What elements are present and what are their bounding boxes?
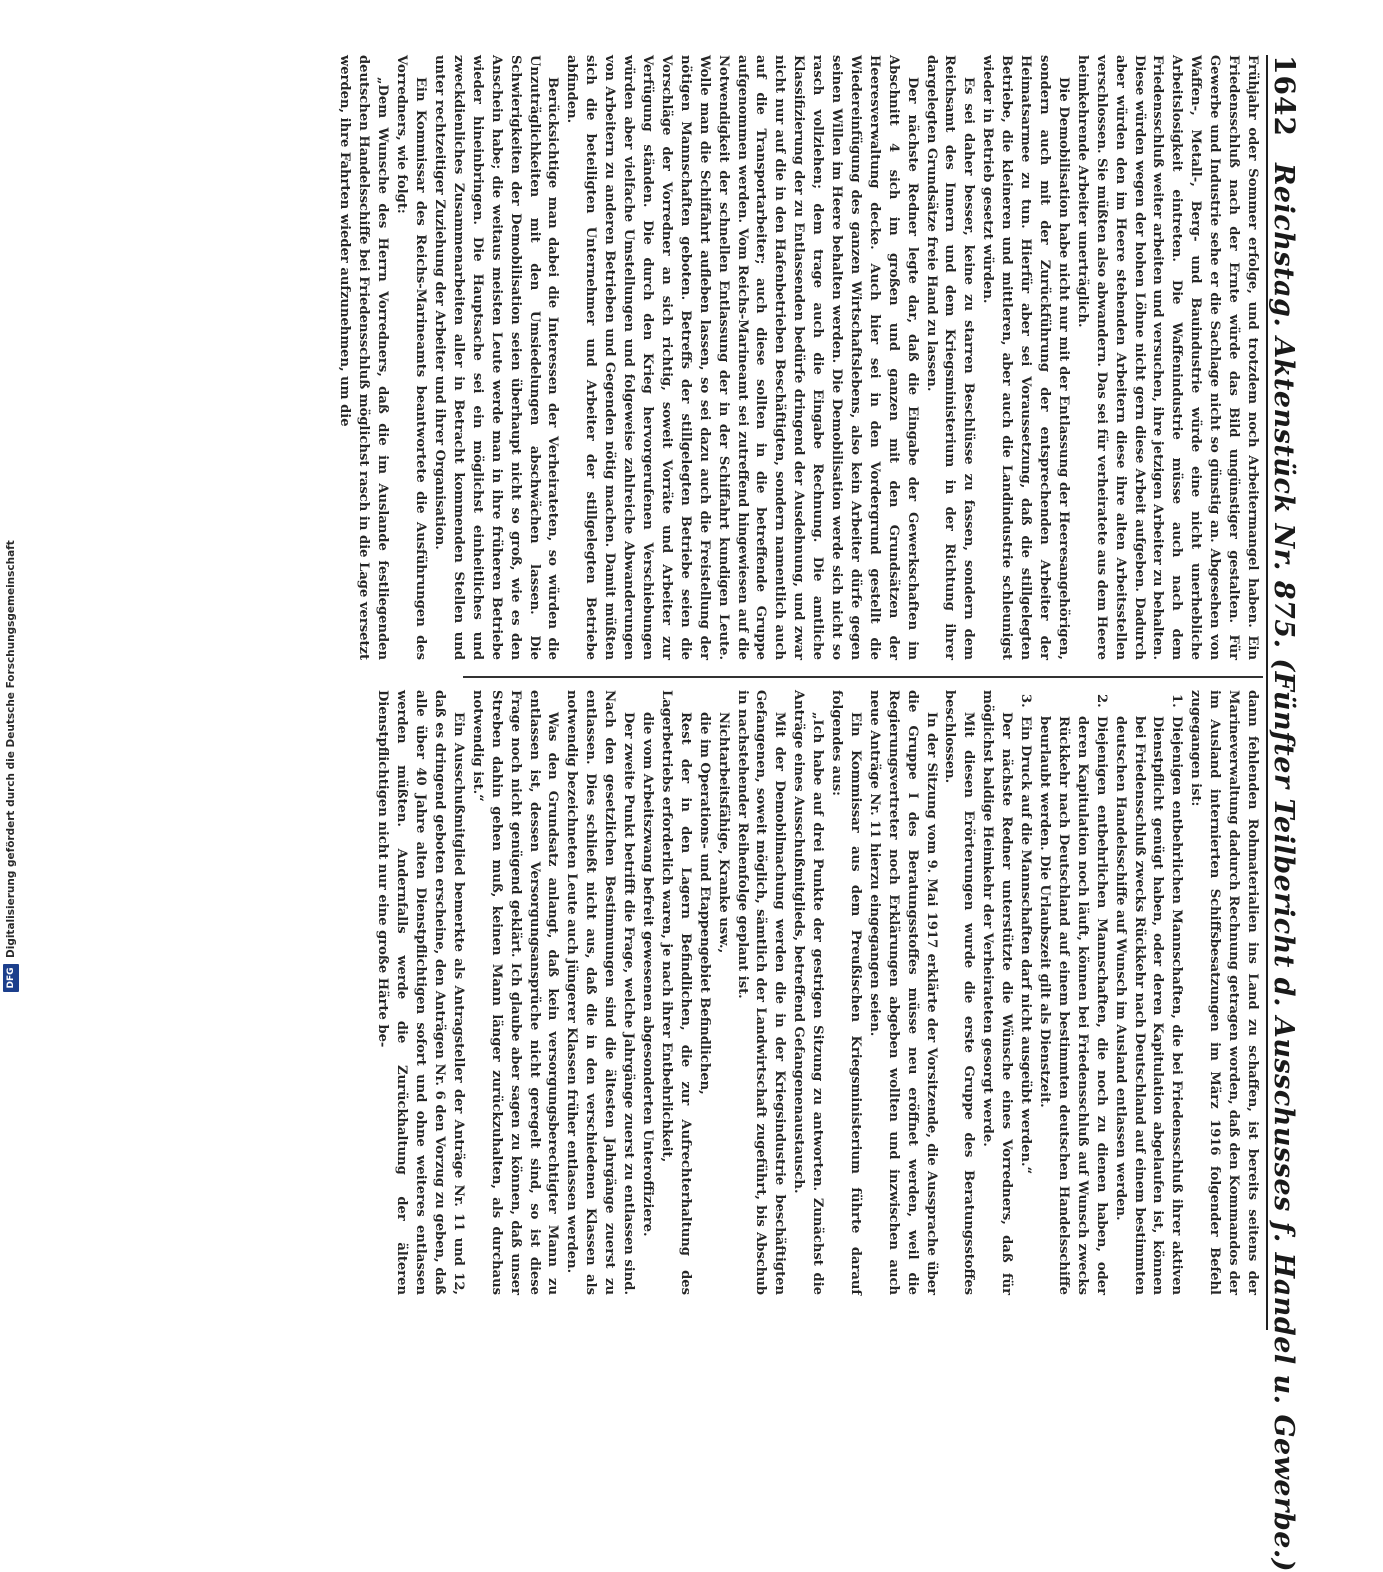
paragraph: Was den Grundsatz anlangt, daß kein versorgungsberechtigter Mann zu entlassen ist, dessen Versorgungsansprüche nicht geregelt sind, so ist diese Frage noch nicht genügend geklärt. Ich glaube aber sagen zu können, daß unser Streben dahin gehen muß, keinen Mann länger zurückzuhalten, als durchaus notwendig ist.“ <box>469 690 561 1295</box>
list-item-text: Ein Druck auf die Mannschaften darf nicht ausgeübt werden.“ <box>1018 716 1034 1175</box>
right-column <box>375 690 1261 1295</box>
paragraph: Der nächste Redner legte dar, daß die Eingabe der Gewerkschaften im Abschnitt 4 sich im großen und ganzen mit den Grundsätzen der Heeresverwaltung decke. Auch hier sei in den Vordergrund gestellt die Wiedereinfügung des ganzen Wirtschaftslebens, also kein Arbeiter dürfe gegen seinen Willen im Heere behalten werden. Die Demobilisation werde sich nicht so rasch vollziehen; dem trage auch die Eingabe Rechnung. Die amtliche Klassifizierung der zu Entlassenden bedürfe dringend der Ausdehnung, und zwar nicht nur auf die in den Hafenbetrieben Beschäftigten, sondern namentlich auch auf die Transportarbeiter; auch diese sollten in die betreffende Gruppe aufgenommen werden. Vom Reichs-Marineamt sei zutreffend hingewiesen auf die Notwendigkeit der schnellen Entlassung der in der Schiffahrt kundigen Leute. Wolle man die Schiffahrt aufleben lassen, so sei dazu auch die Freistellung der nötigen Mannschaften geboten. Betreffs der stillgelegten Betriebe seien die Vorschläge der Vorredner an sich richtig, soweit Vorräte und Arbeiter zur Verfügung ständen. Die durch den Krieg hervorgerufenen Verschiebungen würden aber vielfache Umstellungen und folgeweise zahlreiche Abwanderungen von Arbeitern zu anderen Betrieben und Gegenden nötig machen. Damit müßten sich die beteiligten Unternehmer und Arbeiter der stillgelegten Betriebe abfinden. <box>564 55 920 660</box>
paragraph: Es sei daher besser, keine zu starren Beschlüsse zu fassen, sondern dem Reichsamt des Innern und dem Kriegsministerium in der Richtung ihrer dargelegten Grundsätze freie Hand zu lassen. <box>923 55 977 660</box>
credit-line <box>1 0 21 1000</box>
page-number: 1642 <box>1268 55 1301 137</box>
paragraph: „Dem Wunsche des Herrn Vorredners, daß die im Auslande festliegenden deutschen Handelsschiffe bei Friedensschluß möglichst rasch in die Lage versetzt werden, ihre Fahrten wieder aufzunehmen, um die <box>337 55 391 660</box>
list-entry: Rest der in den Lagern Befindlichen, die zur Aufrechterhaltung des Lagerbetriebs erforderlich waren, je nach ihrer Entbehrlichkeit, <box>658 690 693 1295</box>
paragraph: dann fehlenden Rohmaterialien ins Land zu schaffen, ist bereits seitens der Marineverwaltung dadurch Rechnung getragen worden, daß den Kommandos der im Ausland internierten Schiffsbesatzungen im März 1916 folgender Befehl zugegangen ist: <box>1188 690 1260 1295</box>
paragraph: Der nächste Redner unterstützte die Wünsche eines Vorredners, daß für möglichst baldige Heimkehr der Verheirateten gesorgt werde. <box>980 690 1015 1295</box>
paragraph: Ein Ausschußmitglied bemerkte als Antragsteller der Anträge Nr. 11 und 12, daß es dringend geboten erscheine, den Anträgen Nr. 6 den Vorzug zu geben, daß alle über 40 Jahre alten Dienstpflichtigen sofort und ohne weiteres entlassen werden müßten. Andernfalls werde die Zurückhaltung der älteren Dienstpflichtigen nicht nur eine große Härte be- <box>375 690 466 1295</box>
paragraph: Die Demobilisation habe nicht nur mit der Entlassung der Heeresangehörigen, sondern auch mit der Zurückführung der entsprechenden Arbeiter der Heimatsarmee zu tun. Hierfür aber sei Voraussetzung, daß die stillgelegten Betriebe, die kleineren und mittleren, aber auch die Landindustrie schleunigst wieder in Betrieb gesetzt würden. <box>980 55 1071 660</box>
list-item-text: Diejenigen entbehrlichen Mannschaften, die bei Friedensschluß ihrer aktiven Dienstpflicht genügt haben, oder deren Kapitulation abgelaufen ist, können bei Friedensschluß zwecks Rückkehr nach Deutschland auf einem bestimmten deutschen Handelsschiffe auf Wunsch im Ausland entlassen werden. <box>1112 716 1185 1295</box>
paragraph: In der Sitzung vom 9. Mai 1917 erklärte der Vorsitzende, die Aussprache über die Gruppe I des Beratungsstoffes müsse neu eröffnet werden, weil die Regierungsvertreter noch Erklärungen abgeben wollten und inzwischen auch neue Anträge Nr. 11 hierzu eingegangen seien. <box>866 690 939 1295</box>
paragraph: Berücksichtige man dabei die Interessen der Verheirateten, so würden die Unzuträglichkeiten mit den Umsiedelungen abschwächen lassen. Die Schwierigkeiten der Demobilisation seien überhaupt nicht so groß, wie es den Anschein habe; die weitaus meisten Leute werde man in ihre früheren Betriebe wieder hineinbringen. Die Hauptsache sei ein möglichst einheitliches und zweckdienliches Zusammenarbeiten aller in Betracht kommenden Stellen und unter rechtzeitiger Zuziehung der Arbeiter und ihrer Organisation. <box>432 55 561 660</box>
list-entry: die im Operations- und Etappengebiet Befindlichen, <box>696 712 712 1095</box>
list-item <box>1110 690 1186 1295</box>
paragraph: Mit der Demobilmachung werden die in der Kriegsindustrie beschäftigten Gefangenen, soweit möglich, sämtlich der Landwirtschaft zugeführt, bis Abschub in nachstehender Reihenfolge geplant ist. <box>734 690 788 1295</box>
credit-strip <box>1 0 21 1000</box>
dfg-logo-icon: DFG <box>3 964 19 992</box>
list-item <box>1015 690 1034 1295</box>
list-number: 3. <box>1018 694 1034 708</box>
paragraph: Der zweite Punkt betrifft die Frage, welche Jahrgänge zuerst zu entlassen sind. Nach den gesetzlichen Bestimmungen sind die ältesten Jahrgänge zuerst zu entlassen. Dies schließt nicht aus, daß die in den verschiedenen Klassen als notwendig bezeichneten Leute auch jüngerer Klassen früher entlassen werden. <box>564 690 637 1295</box>
list-entry: die vom Arbeitszwang befreit gewesenen abgesonderten Unteroffiziere. <box>640 712 655 1237</box>
paragraph: Ein Kommissar aus dem Preußischen Kriegsministerium führte darauf folgendes aus: <box>829 690 863 1295</box>
paragraph: Frühjahr oder Sommer erfolge, und trotzdem noch Arbeitermangel haben. Ein Friedensschluß nach der Ernte würde das Bild ungünstiger gestalten. Für Gewerbe und Industrie sehe er die Sachlage nicht so günstig an. Abgesehen von Waffen-, Metall-, Berg- und Bauindustrie würde eine nicht unerhebliche Arbeitslosigkeit eintreten. Die Waffenindustrie müsse auch nach dem Friedensschluß weiter arbeiten und versuchen, ihre jetzigen Arbeiter zu behalten. Diese würden wegen der hohen Löhne nicht gern diese Arbeit aufgeben. Dadurch aber würden den im Heere stehenden Arbeitern diese ihre alten Arbeitsstellen verschlossen. Sie müßten also abwandern. Das sei für verheiratete aus dem Heere heimkehrende Arbeiter unerträglich. <box>1074 55 1260 660</box>
list-item <box>1034 690 1110 1295</box>
page-title: Reichstag. Aktenstück Nr. 875. (Fünfter Teilbericht d. Ausschusses f. Handel u. Gewerbe.) <box>1268 162 1299 1572</box>
paragraph: „Ich habe auf drei Punkte der gestrigen Sitzung zu antworten. Zunächst die Anträge eines Ausschußmitglieds, betreffend Gefangenenaustausch. <box>791 690 826 1295</box>
list-item-text: Diejenigen entbehrlichen Mannschaften, die noch zu dienen haben, oder deren Kapitulation noch läuft, können bei Friedensschluß auf Wunsch zwecks Rückkehr nach Deutschland auf einem bestimmten deutschen Handelsschiffe beurlaubt werden. Die Urlaubszeit gilt als Dienstzeit. <box>1037 716 1109 1295</box>
paragraph: Mit diesen Erörterungen wurde die erste Gruppe des Beratungsstoffes beschlossen. <box>942 690 977 1295</box>
list-entry: Nichtarbeitsfähige, Kranke usw., <box>715 712 731 954</box>
page-header <box>1266 55 1308 1572</box>
paragraph: Ein Kommissar des Reichs-Marineamts beantwortete die Ausführungen des Vorredners, wie folgt: <box>394 55 429 660</box>
list-number: 1. <box>1169 694 1185 708</box>
list-number: 2. <box>1093 694 1109 708</box>
credit-text: Digitalisierung gefördert durch die Deutsche Forschungsgemeinschaft <box>5 540 17 958</box>
left-column <box>337 55 1261 660</box>
column-divider <box>463 676 1263 678</box>
